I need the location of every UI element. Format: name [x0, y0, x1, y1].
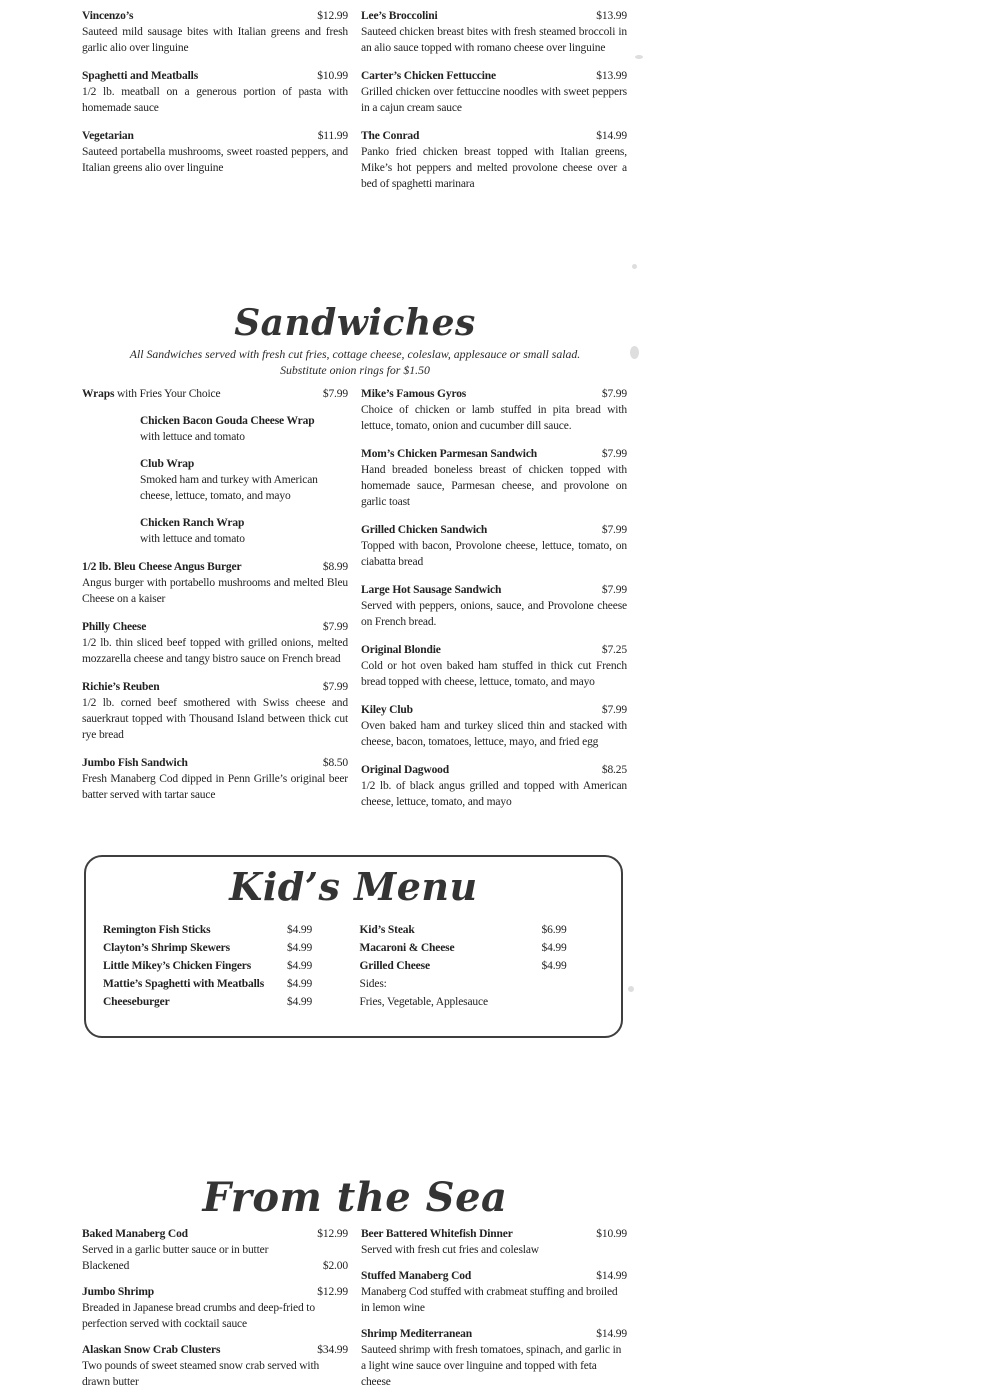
- pasta-columns: [82, 8, 628, 204]
- item-price: $7.99: [322, 681, 348, 693]
- item-name: Jumbo Fish Sandwich: [82, 757, 188, 769]
- section-pasta-entrees: [82, 8, 628, 204]
- item-price: $13.99: [596, 10, 627, 22]
- item-name: Vincenzo’s: [82, 10, 134, 22]
- sandwiches-columns: [82, 386, 628, 822]
- menu-item: [361, 386, 627, 434]
- kids-item-price: $4.99: [287, 960, 313, 972]
- kids-item-price: $4.99: [287, 942, 313, 954]
- item-price: $14.99: [596, 130, 627, 142]
- menu-item: [82, 128, 348, 176]
- kids-item-name: Remington Fish Sticks: [103, 924, 211, 936]
- kids-item-name: Little Mikey’s Chicken Fingers: [103, 960, 252, 972]
- menu-item: [361, 762, 627, 810]
- kids-item-price: $4.99: [287, 996, 313, 1008]
- item-description: Sauteed shrimp with fresh tomatoes, spinach, and garlic in a light wine sauce over linguine and topped with feta cheese: [361, 1344, 622, 1388]
- kids-menu-row: [103, 957, 348, 975]
- item-name: Beer Battered Whitefish Dinner: [361, 1228, 513, 1240]
- item-description: 1/2 lb. of black angus grilled and topped with American cheese, lettuce, tomato, and mayo: [361, 780, 627, 808]
- item-price: $7.99: [601, 704, 627, 716]
- menu-column: [361, 1226, 627, 1400]
- item-name: Shrimp Mediterranean: [361, 1328, 473, 1340]
- kids-item-price: $6.99: [541, 924, 567, 936]
- menu-item-title-row: [361, 582, 627, 598]
- menu-item: [82, 8, 348, 56]
- menu-item-title-row: [82, 128, 348, 144]
- item-price: $7.99: [601, 448, 627, 460]
- item-description: Served in a garlic butter sauce or in butter: [82, 1244, 269, 1256]
- item-description: Grilled chicken over fettuccine noodles with sweet peppers in a cajun cream sauce: [361, 86, 627, 114]
- kids-menu-row: [103, 975, 348, 993]
- sub-item-name: Club Wrap: [140, 458, 195, 470]
- item-price: $7.99: [322, 621, 348, 633]
- menu-column: [361, 8, 627, 204]
- kids-item-price: $4.99: [541, 942, 567, 954]
- item-price: $12.99: [317, 10, 348, 22]
- item-description: Cold or hot oven baked ham stuffed in thick cut French bread topped with cheese, lettuce, tomato, and mayo: [361, 660, 627, 688]
- item-description: Served with peppers, onions, sauce, and Provolone cheese on French bread.: [361, 600, 627, 628]
- menu-column: [82, 386, 348, 822]
- menu-item-title-row: [361, 642, 627, 658]
- menu-item-title-row: [361, 762, 627, 778]
- menu-item: [361, 446, 627, 510]
- kids-menu-column: [348, 921, 605, 1011]
- item-name: Vegetarian: [82, 130, 134, 142]
- item-extra-label: Blackened: [82, 1260, 130, 1272]
- menu-column: [361, 386, 627, 822]
- menu-item-title-row: [361, 1268, 627, 1284]
- item-extra-price: $2.00: [322, 1260, 348, 1272]
- item-price: $14.99: [596, 1270, 627, 1282]
- menu-item: [361, 68, 627, 116]
- sub-item-name: Chicken Bacon Gouda Cheese Wrap: [140, 415, 315, 427]
- kids-item-price: $4.99: [287, 978, 313, 990]
- scan-speck: [630, 346, 639, 359]
- menu-item: [361, 642, 627, 690]
- item-description: Oven baked ham and turkey sliced thin and stacked with cheese, bacon, tomatoes, lettuce, mayo, and fried egg: [361, 720, 627, 748]
- menu-item-title-row: [361, 1226, 627, 1242]
- menu-item-title-row: [82, 68, 348, 84]
- sea-columns: [82, 1226, 628, 1400]
- menu-item: [361, 1268, 627, 1316]
- menu-item: [82, 755, 348, 803]
- menu-item-title-row: [361, 702, 627, 718]
- menu-sub-item: [140, 456, 348, 504]
- item-price: $8.99: [322, 561, 348, 573]
- menu-item: [361, 8, 627, 56]
- item-price: $7.99: [322, 388, 348, 400]
- menu-item-title-row: [82, 559, 348, 575]
- item-description: Sauteed chicken breast bites with fresh steamed broccoli in an alio sauce topped with romano cheese over linguine: [361, 26, 627, 54]
- item-price: $8.50: [322, 757, 348, 769]
- item-price: $14.99: [596, 1328, 627, 1340]
- item-price: $7.99: [601, 524, 627, 536]
- menu-item-title-row: [82, 1284, 348, 1300]
- kids-menu-box: [84, 855, 623, 1038]
- menu-item-title-row: [82, 386, 348, 402]
- sandwiches-substitute-note: Substitute onion rings for $1.50: [280, 363, 430, 377]
- menu-item: [82, 1342, 348, 1390]
- section-from-the-sea: [82, 1176, 628, 1400]
- item-name-suffix: with Fries Your Choice: [114, 388, 221, 400]
- kids-item-name: Macaroni & Cheese: [359, 942, 455, 954]
- menu-item: [361, 582, 627, 630]
- kids-item-name: Mattie’s Spaghetti with Meatballs: [103, 978, 265, 990]
- item-name: Spaghetti and Meatballs: [82, 70, 199, 82]
- kids-menu-row: [360, 921, 605, 939]
- menu-item-title-row: [82, 679, 348, 695]
- menu-item-title-row: [361, 1326, 627, 1342]
- item-description: Served with fresh cut fries and coleslaw: [361, 1244, 539, 1256]
- item-name: Philly Cheese: [82, 621, 147, 633]
- item-description: 1/2 lb. meatball on a generous portion of pasta with homemade sauce: [82, 86, 348, 114]
- from-the-sea-heading: From the Sea: [202, 1174, 508, 1221]
- item-name: Mike’s Famous Gyros: [361, 388, 467, 400]
- kids-menu-row: [103, 939, 348, 957]
- item-name: Large Hot Sausage Sandwich: [361, 584, 502, 596]
- menu-item-title-row: [361, 128, 627, 144]
- kids-menu-row: [360, 957, 605, 975]
- item-description: Manaberg Cod stuffed with crabmeat stuffing and broiled in lemon wine: [361, 1286, 618, 1314]
- item-price: $10.99: [596, 1228, 627, 1240]
- kids-item-name: Cheeseburger: [103, 996, 170, 1008]
- item-extra-row: [82, 1258, 348, 1274]
- item-name: Jumbo Shrimp: [82, 1286, 155, 1298]
- kids-menu-row: [103, 993, 348, 1011]
- item-name: Mom’s Chicken Parmesan Sandwich: [361, 448, 538, 460]
- menu-item: [82, 1226, 348, 1274]
- kids-item-name: Fries, Vegetable, Applesauce: [359, 996, 488, 1008]
- item-price: $8.25: [601, 764, 627, 776]
- kids-menu-column: [103, 921, 348, 1011]
- item-description: Angus burger with portabello mushrooms and melted Bleu Cheese on a kaiser: [82, 577, 348, 605]
- kids-item-name: Clayton’s Shrimp Skewers: [103, 942, 230, 954]
- item-price: $11.99: [317, 130, 348, 142]
- menu-item: [361, 702, 627, 750]
- menu-item: [82, 559, 348, 607]
- item-description: 1/2 lb. thin sliced beef topped with grilled onions, melted mozzarella cheese and tangy bistro sauce on French bread: [82, 637, 348, 665]
- menu-item-title-row: [361, 8, 627, 24]
- item-name: Lee’s Broccolini: [361, 10, 438, 22]
- item-description: Breaded in Japanese bread crumbs and deep-fried to perfection served with cocktail sauce: [82, 1302, 315, 1330]
- menu-item: [82, 68, 348, 116]
- item-price: $7.99: [601, 584, 627, 596]
- item-description: Hand breaded boneless breast of chicken topped with homemade sauce, Parmesan cheese, and provolone on garlic toast: [361, 464, 627, 508]
- item-price: $10.99: [317, 70, 348, 82]
- item-name: Grilled Chicken Sandwich: [361, 524, 488, 536]
- menu-item-title-row: [82, 1342, 348, 1358]
- item-name: Wraps: [82, 388, 115, 400]
- item-description: Topped with bacon, Provolone cheese, lettuce, tomato, on ciabatta bread: [361, 540, 627, 568]
- item-name: Original Dagwood: [361, 764, 450, 776]
- kids-item-name: Sides:: [359, 978, 387, 990]
- menu-item: [361, 522, 627, 570]
- sub-item-description: with lettuce and tomato: [140, 533, 245, 545]
- item-description: Fresh Manaberg Cod dipped in Penn Grille’s original beer batter served with tartar sauce: [82, 773, 348, 801]
- kids-menu-row: [360, 993, 605, 1011]
- item-price: $12.99: [317, 1286, 348, 1298]
- menu-item: [82, 386, 348, 547]
- menu-item: [82, 619, 348, 667]
- sandwiches-note: All Sandwiches served with fresh cut fries, cottage cheese, coleslaw, applesauce or small salad.: [129, 347, 581, 361]
- menu-item: [82, 679, 348, 743]
- item-name: Kiley Club: [361, 704, 413, 716]
- item-name: Alaskan Snow Crab Clusters: [82, 1344, 221, 1356]
- kids-item-price: $4.99: [541, 960, 567, 972]
- section-sandwiches: [82, 300, 628, 822]
- item-name: Original Blondie: [361, 644, 441, 656]
- kids-item-name: Grilled Cheese: [359, 960, 430, 972]
- menu-item: [361, 1326, 627, 1390]
- menu-item-title-row: [361, 68, 627, 84]
- item-name: Baked Manaberg Cod: [82, 1228, 188, 1240]
- item-name: 1/2 lb. Bleu Cheese Angus Burger: [82, 561, 242, 573]
- item-price: $34.99: [317, 1344, 348, 1356]
- kids-menu-heading: Kid’s Menu: [229, 864, 478, 909]
- item-description: 1/2 lb. corned beef smothered with Swiss cheese and sauerkraut topped with Thousand Island between thick cut rye bread: [82, 697, 348, 741]
- sub-item-description: with lettuce and tomato: [140, 431, 245, 443]
- item-description: Choice of chicken or lamb stuffed in pita bread with lettuce, tomato, onion and cucumber dill sauce.: [361, 404, 627, 432]
- item-name: The Conrad: [361, 130, 420, 142]
- kids-item-name: Kid’s Steak: [359, 924, 415, 936]
- item-description: Sauteed portabella mushrooms, sweet roasted peppers, and Italian greens alio over linguine: [82, 146, 348, 174]
- menu-item: [361, 128, 627, 192]
- scan-speck: [632, 264, 637, 269]
- kids-item-price: $4.99: [287, 924, 313, 936]
- item-name: Stuffed Manaberg Cod: [361, 1270, 472, 1282]
- item-name: Carter’s Chicken Fettuccine: [361, 70, 496, 82]
- item-price: $12.99: [317, 1228, 348, 1240]
- item-description: Two pounds of sweet steamed snow crab served with drawn butter: [82, 1360, 320, 1388]
- item-description: Sauteed mild sausage bites with Italian greens and fresh garlic alio over linguine: [82, 26, 348, 54]
- menu-item-title-row: [82, 1226, 348, 1242]
- menu-sub-item: [140, 515, 348, 547]
- item-price: $13.99: [596, 70, 627, 82]
- sub-item-description: Smoked ham and turkey with American cheese, lettuce, tomato, and mayo: [140, 474, 318, 502]
- scan-speck: [635, 55, 643, 59]
- menu-column: [82, 1226, 348, 1400]
- menu-item-title-row: [361, 446, 627, 462]
- menu-item-title-row: [82, 755, 348, 771]
- menu-sub-item: [140, 413, 348, 445]
- sandwiches-heading: Sandwiches: [234, 302, 476, 344]
- item-description: Panko fried chicken breast topped with Italian greens, Mike’s hot peppers and melted provolone cheese over a bed of spaghetti marinara: [361, 146, 627, 190]
- menu-item-title-row: [361, 386, 627, 402]
- scan-speck: [628, 986, 634, 992]
- menu-item: [82, 1284, 348, 1332]
- kids-menu-row: [360, 939, 605, 957]
- kids-menu-columns: [86, 921, 621, 1011]
- menu-item: [361, 1226, 627, 1258]
- menu-item-title-row: [82, 8, 348, 24]
- kids-menu-row: [360, 975, 605, 993]
- kids-menu-row: [103, 921, 348, 939]
- sub-item-name: Chicken Ranch Wrap: [140, 517, 245, 529]
- item-name: Richie’s Reuben: [82, 681, 160, 693]
- menu-item-title-row: [82, 619, 348, 635]
- menu-column: [82, 8, 348, 204]
- menu-item-title-row: [361, 522, 627, 538]
- item-price: $7.99: [601, 388, 627, 400]
- item-price: $7.25: [601, 644, 627, 656]
